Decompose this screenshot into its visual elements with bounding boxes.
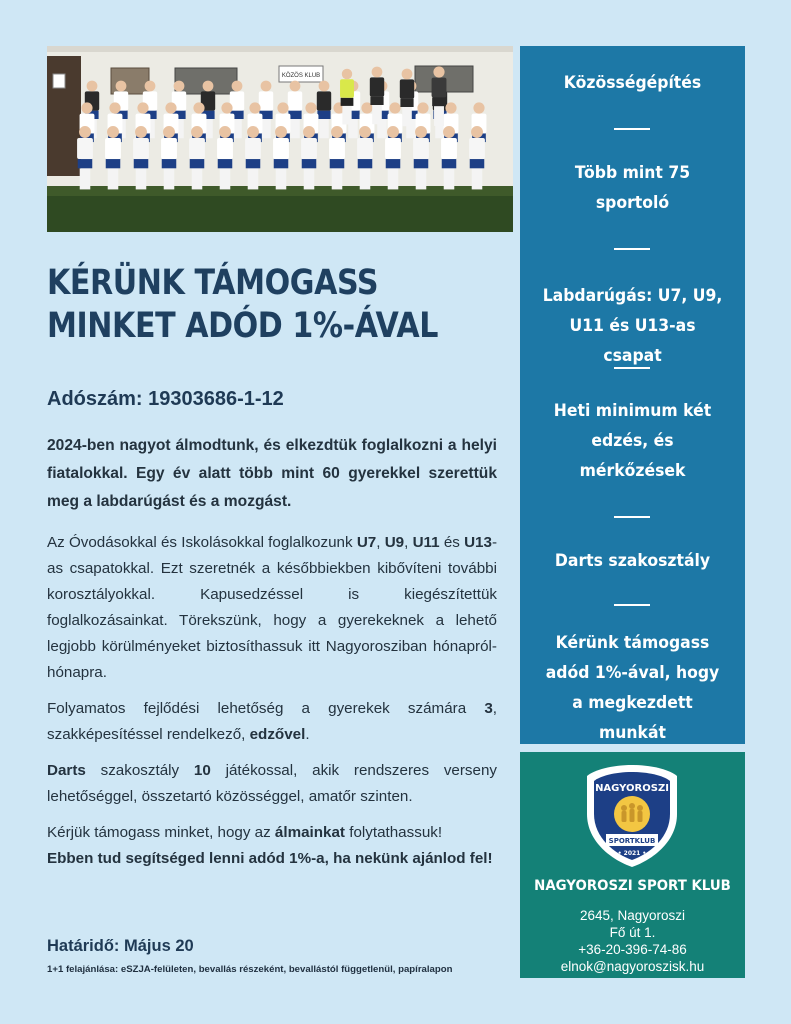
teams-paragraph: [47, 530, 497, 686]
team-u9: U9: [384, 534, 405, 551]
coaches-text-b: , szakképesítéssel rendelkező,: [47, 700, 497, 743]
club-address-line-2: Fő út 1.: [609, 925, 656, 940]
photo-sign-left: KÖZÖS KLUB: [281, 73, 321, 79]
body-text: [47, 432, 497, 882]
team-u11: U11: [412, 534, 440, 551]
sidebar-highlights: [520, 46, 745, 744]
appeal-text-c: Ebben tud segítséged lenni adód 1%-a, ha nekünk ajánlod fel!: [47, 850, 493, 867]
sidebar-divider: [614, 128, 650, 130]
headline-line-2: MINKET ADÓD 1%-ÁVAL: [47, 306, 438, 346]
sidebar-divider: [614, 367, 650, 369]
darts-bold: Darts: [47, 762, 86, 779]
team-u13: U13: [464, 534, 492, 551]
team-photo-illustration: [47, 46, 513, 232]
headline-line-1: KÉRÜNK TÁMOGASS: [47, 263, 379, 303]
club-phone: +36-20-396-74-86: [578, 942, 687, 957]
crest-text-top: NAGYOROSZI: [595, 783, 669, 794]
sidebar-item-football: Labdarúgás: U7, U9, U11 és U13-as csapat: [542, 286, 723, 366]
darts-text-a: szakosztály: [85, 762, 194, 779]
coaches-paragraph: [47, 696, 497, 748]
team-photo: [47, 46, 513, 232]
sidebar-item-darts: Darts szakosztály: [554, 551, 711, 571]
appeal-bold: álmainkat: [274, 824, 345, 841]
coaches-text-a: Folyamatos fejlődési lehetőség a gyerekek számára: [47, 700, 485, 717]
sep: ,: [404, 534, 413, 551]
sep: és: [439, 534, 465, 551]
coaches-text-c: .: [305, 726, 310, 743]
sidebar-item-community: Közösségépítés: [563, 73, 702, 93]
sidebar-divider: [614, 248, 650, 250]
teams-text-a: Az Óvodásokkal és Iskolásokkal foglalkozunk: [47, 534, 357, 551]
club-contact-panel: [520, 752, 745, 978]
deadline: Határidő: Május 20: [47, 937, 194, 955]
sidebar-item-training: Heti minimum két edzés, és mérkőzések: [553, 401, 712, 481]
tax-id: Adószám: 19303686-1-12: [47, 388, 284, 410]
sidebar-divider: [614, 516, 650, 518]
darts-count: 10: [193, 762, 211, 779]
coach-count: 3: [484, 700, 493, 717]
darts-paragraph: [47, 758, 497, 810]
page-title: [47, 262, 443, 348]
club-email: elnok@nagyoroszisk.hu: [560, 959, 705, 974]
crest-text-band: SPORTKLUB: [608, 837, 656, 845]
sep: ,: [376, 534, 385, 551]
crest-text-year: • 2021 •: [617, 850, 647, 857]
appeal-paragraph: [47, 820, 497, 872]
appeal-text-a: Kérjük támogass minket, hogy az: [47, 824, 275, 841]
coaches-bold: edzővel: [249, 726, 306, 743]
appeal-text-b: folytathassuk!: [345, 824, 443, 841]
club-address-line-1: 2645, Nagyoroszi: [579, 908, 686, 923]
sidebar-item-appeal: Kérünk támogass adód 1%-ával, hogy a megkezdett munkát: [545, 633, 720, 743]
intro-paragraph: 2024-ben nagyot álmodtunk, és elkezdtük foglalkozni a helyi fiatalokkal. Egy év alatt több mint 60 gyerekkel szerettük meg a labdarúgást és a mozgást.: [47, 437, 497, 510]
darts-text-b: játékossal, akik rendszeres verseny lehetőséggel, összetartó közösséggel, amatőr szinten.: [47, 762, 498, 805]
teams-text-b: -as csapatokkal. Ezt szeretnék a későbbiekben kibővíteni további korosztályokkal. Kapusedzéssel is kiegészítettük foglalkozásainkat. Törekszünk, hogy a gyerekeknek a lehető legjobb körülményeket biztosíthassuk itt Nagyorosziban hónapról-hónapra.: [47, 534, 498, 681]
sidebar-item-athletes: Több mint 75 sportoló: [574, 163, 691, 213]
sidebar-divider: [614, 604, 650, 606]
footnote: 1+1 felajánlása: eSZJA-felületen, bevallás részeként, bevallástól függetlenül, papíralapon: [47, 964, 453, 975]
club-crest-logo: [582, 762, 682, 870]
team-u7: U7: [356, 534, 377, 551]
club-name: NAGYOROSZI SPORT KLUB: [534, 878, 731, 894]
